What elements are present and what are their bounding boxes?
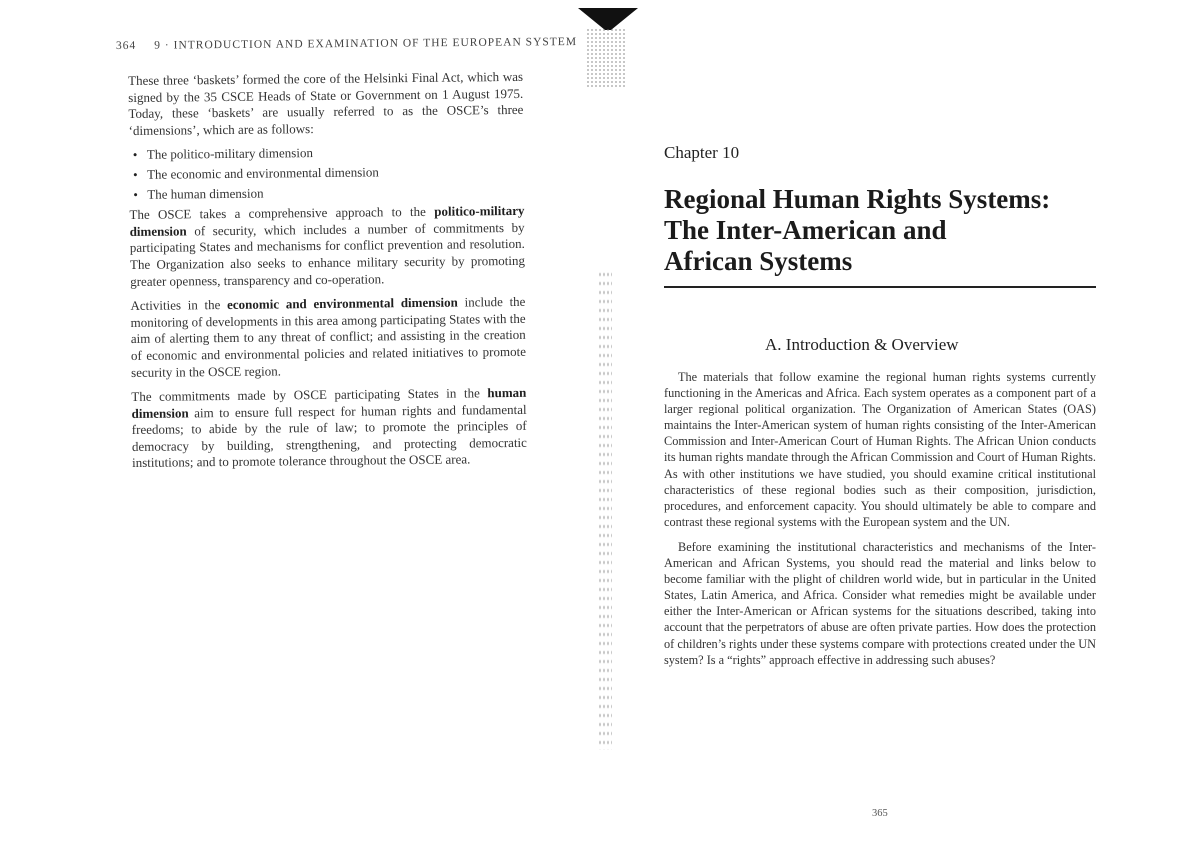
left-page-body [128, 69, 527, 480]
chapter-title-line: The Inter-American and [664, 215, 947, 245]
bold-term: human dimension [131, 384, 527, 421]
right-page-body [664, 369, 1096, 677]
chapter-title [664, 184, 1104, 277]
running-head-title: 9 · INTRODUCTION AND EXAMINATION OF THE EUROPEAN SYSTEM [154, 35, 578, 52]
scan-noise [586, 28, 626, 88]
children-rights-paragraph: Before examining the institutional characteristics and mechanisms of the Inter-American and African Systems, you should read the material and links below to become familiar with the plight of children world wide, but in particular in the United States, Latin America, and Africa. Consider what remedies might be available under either the Inter-American or African systems for the situations described, taking into account that the perpetrators of abuse are often private parties. How does the protection of children’s rights under these systems compare with protections created under the UN system? Is a “rights” approach effective in addressing such abuses? [664, 539, 1096, 667]
left-page-number: 364 [115, 39, 137, 53]
paragraph-text: Activities in the [130, 297, 228, 314]
paragraph-text: include the monitoring of developments in this area among participating States with the aim of alerting them to any threat of conflict; and assisting in the creation of economic and environmental policies and related initiatives to promote security in the OSCE region. [130, 293, 527, 380]
bold-term: economic and environmental dimension [227, 294, 458, 313]
paragraph-text: of security, which includes a number of commitments by participating States and mechanisms for conflict prevention and resolution. The Organization also seeks to enhance military security by promoting greater openness, transparency and co-operation. [129, 219, 526, 289]
dimensions-list [129, 143, 525, 203]
politico-military-paragraph [129, 203, 525, 290]
intro-paragraph: These three ‘baskets’ formed the core of the Helsinki Final Act, which was signed by the 35 CSCE Heads of State or Government on 1 August 1975. Today, these ‘baskets’ are usually referred to as the OSCE’s three ‘dimensions’, which are as follows: [128, 68, 524, 138]
right-page-number: 365 [872, 808, 888, 819]
chapter-title-line: African Systems [664, 246, 853, 276]
title-divider [664, 286, 1096, 288]
chapter-label: Chapter 10 [664, 143, 740, 162]
human-dimension-paragraph [131, 385, 527, 472]
running-head [116, 36, 577, 52]
list-item: • The economic and environmental dimension [147, 163, 524, 184]
scan-gutter-dots [598, 270, 612, 750]
list-item: • The human dimension [147, 182, 524, 203]
overview-paragraph: The materials that follow examine the regional human rights systems currently functioning in the Americas and Africa. Each system operates as a component part of a larger regional political organization. The Organization of American States (OAS) maintains the Inter-American system of human rights consisting of the Inter-American Commission and Inter-American Court of Human Rights. The African Union conducts its human rights mandate through the African Commission and Court of Human Rights. As with other institutions we have studied, you should examine critical institutional characteristics of these regional bodies such as their composition, jurisdiction, procedures, and enforcement capacity. You should ultimately be able to compare and contrast these regional systems with the European system and the UN. [664, 370, 1096, 529]
list-item: • The politico-military dimension [147, 143, 524, 164]
economic-environmental-paragraph [130, 294, 526, 381]
section-heading: A. Introduction & Overview [765, 335, 959, 354]
left-page [0, 0, 590, 849]
paragraph-text: The commitments made by OSCE participating States in the [131, 385, 488, 405]
paragraph-text: aim to ensure full respect for human rights and fundamental freedoms; to abide by the rule of law; to promote the principles of democracy by building, strengthening, and protecting democratic institutions; and to promote tolerance throughout the OSCE area. [131, 401, 527, 471]
chapter-title-line: Regional Human Rights Systems: [664, 184, 1051, 214]
paragraph-text: The OSCE takes a comprehensive approach to the [129, 203, 435, 223]
bold-term: politico-military dimension [129, 203, 525, 239]
